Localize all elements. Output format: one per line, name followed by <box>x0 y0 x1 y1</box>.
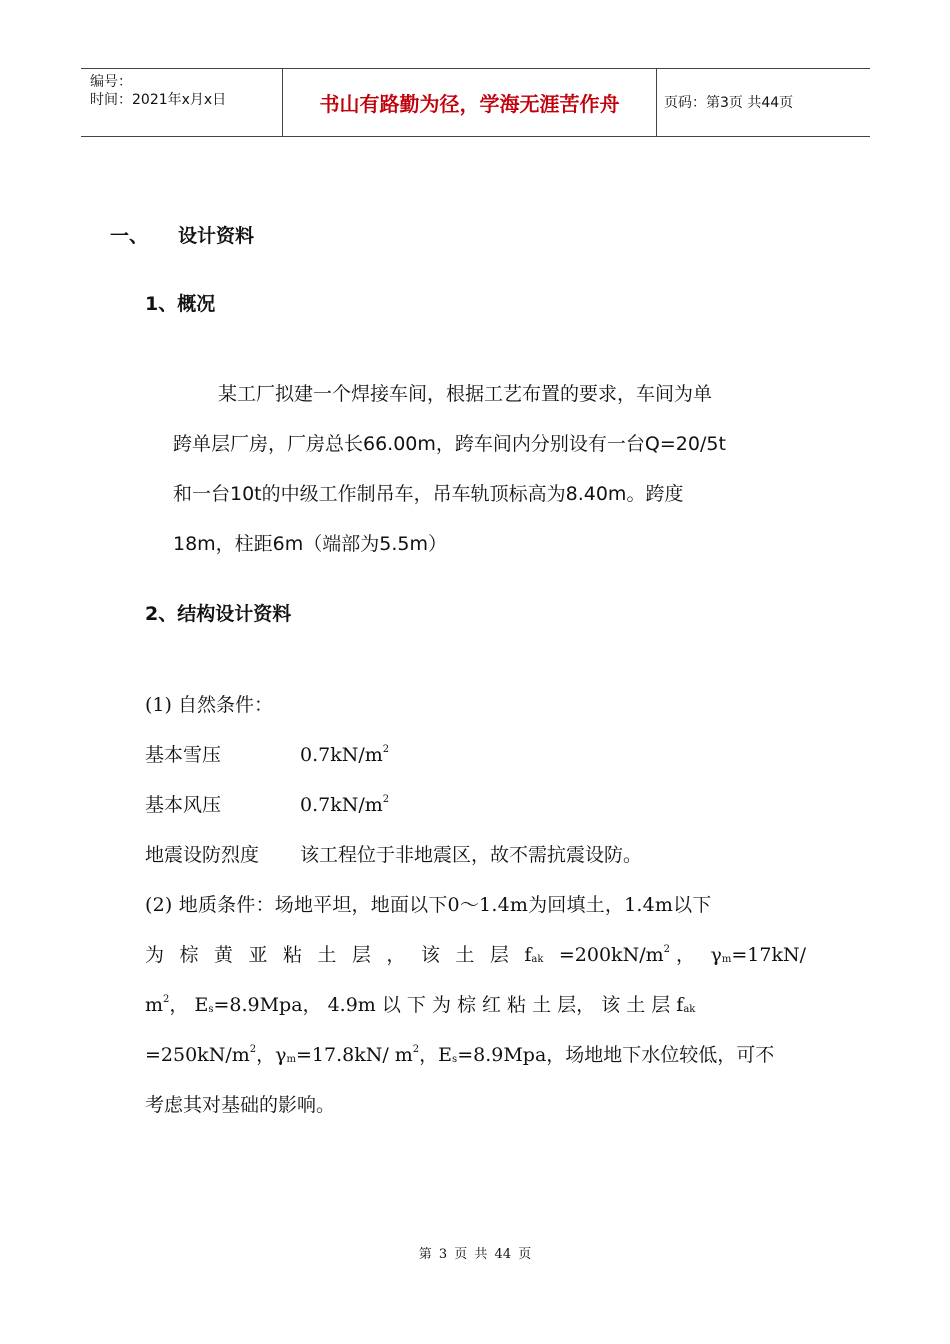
geology-line-5: 考虑其对基础的影响。 <box>145 1094 336 1116</box>
section-number: 一、 <box>110 225 149 247</box>
geology-line-4: $=250kN/m^2$，$\gamma_m=17.8kN/$ $m^2$，$E_s=8.9Mpa$，场地地下水位较低，可不 <box>145 1044 775 1066</box>
page-footer: 第 3 页 共 44 页 <box>418 1247 532 1262</box>
seismic-label: 地震设防烈度 <box>145 844 260 866</box>
header-motto: 书山有路勤为径，学海无涯苦作舟 <box>319 92 620 116</box>
geology-line-2: 为 棕 黄 亚 粘 土 层 ， 该 土 层 $f_{ak}$ $=200kN/m^2$ ， $\gamma_m=17kN/$ <box>145 944 806 966</box>
overview-line-2: 跨单层厂房，厂房总长66.00m，跨车间内分别设有一台Q=20/5t <box>173 433 726 455</box>
subsection-title-overview: 1、概况 <box>145 293 216 315</box>
document-header <box>81 68 870 137</box>
doc-time-label: 时间：2021年x月x日 <box>90 92 227 108</box>
header-left-cell <box>81 69 282 136</box>
overview-line-3: 和一台10t的中级工作制吊车，吊车轨顶标高为8.40m。跨度 <box>173 483 684 505</box>
snow-pressure-value: $0.7kN/m^2$ <box>300 744 390 766</box>
natural-conditions-title: (1) 自然条件： <box>145 694 273 716</box>
geology-line-3: $m^2$， $E_s=8.9Mpa$， 4.9m 以 下 为 棕 红 粘 土 层， 该 土 层 $f_{ak}$ <box>145 994 696 1016</box>
seismic-value: 该工程位于非地震区，故不需抗震设防。 <box>300 844 643 866</box>
header-page-info: 页码：第3页 共44页 <box>664 95 794 111</box>
wind-pressure-value: $0.7kN/m^2$ <box>300 794 390 816</box>
wind-pressure-label: 基本风压 <box>145 794 222 816</box>
section-title: 设计资料 <box>178 225 255 247</box>
geology-line-1: (2) 地质条件：场地平坦，地面以下0～1.4m为回填土，1.4m以下 <box>145 894 712 916</box>
subsection-title-structure: 2、结构设计资料 <box>145 603 292 625</box>
header-center-cell <box>282 69 657 136</box>
snow-pressure-label: 基本雪压 <box>145 744 222 766</box>
overview-line-1: 某工厂拟建一个焊接车间，根据工艺布置的要求，车间为单 <box>218 383 713 405</box>
header-right-cell <box>656 69 870 136</box>
overview-line-4: 18m，柱距6m（端部为5.5m） <box>173 533 448 555</box>
doc-number-label: 编号： <box>90 74 132 90</box>
